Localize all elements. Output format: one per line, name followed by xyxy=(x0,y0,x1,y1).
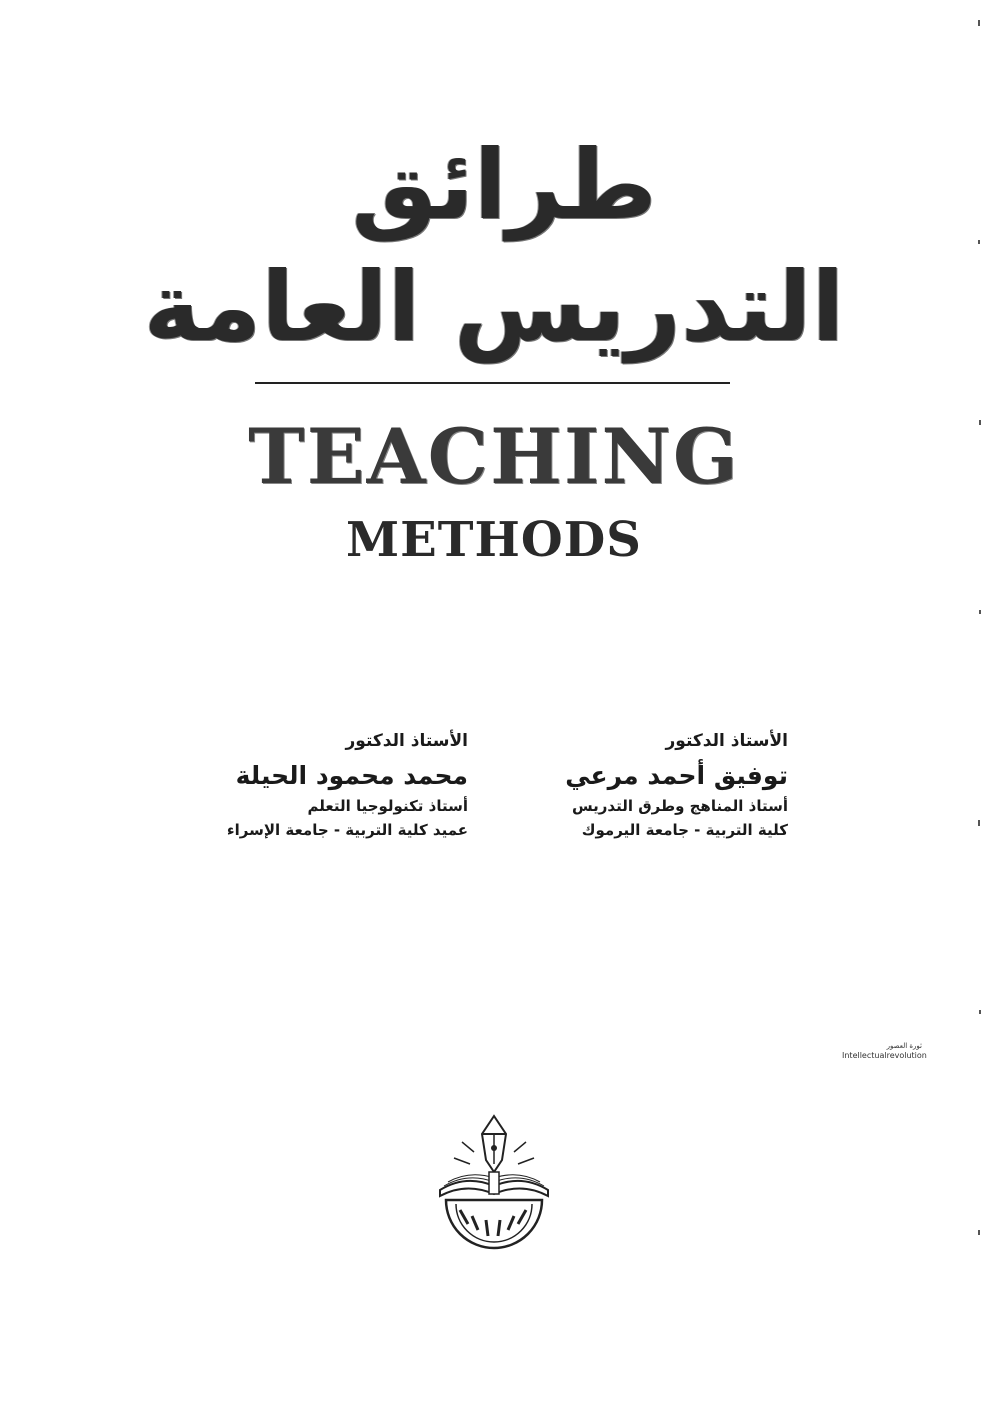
author-2-name: محمد محمود الحيلة xyxy=(235,761,468,790)
stamp-english: Intellectualrevolution xyxy=(842,1051,927,1060)
scan-mark xyxy=(978,820,980,826)
author-1-affiliation: كلية التربية - جامعة اليرموك xyxy=(581,821,788,839)
english-title-line-2: METHODS xyxy=(346,512,642,568)
scan-mark xyxy=(979,1010,981,1014)
author-2-affiliation: عميد كلية التربية - جامعة الإسراء xyxy=(226,821,468,839)
scan-mark xyxy=(978,1230,980,1235)
arabic-title-line-2: التدريس العامة xyxy=(143,251,845,363)
stamp-arabic: ثورة العصور xyxy=(886,1042,922,1050)
english-title-line-1: TEACHING xyxy=(248,412,740,501)
author-2 xyxy=(223,730,468,842)
scan-mark xyxy=(978,20,980,26)
scan-mark xyxy=(978,240,980,244)
author-1-name: توفيق أحمد مرعي xyxy=(565,761,788,790)
publisher-logo-pen-book-icon xyxy=(434,1112,554,1252)
author-2-position: أستاذ تكنولوجيا التعلم xyxy=(307,797,468,815)
title-divider xyxy=(255,382,730,384)
watermark-stamp xyxy=(842,1042,927,1061)
scan-mark xyxy=(979,610,981,614)
author-1-rank: الأستاذ الدكتور xyxy=(665,731,788,751)
arabic-title-line-1: طرائق xyxy=(351,129,657,241)
author-1-position: أستاذ المناهج وطرق التدريس xyxy=(571,797,788,815)
author-2-rank: الأستاذ الدكتور xyxy=(345,731,468,751)
author-1 xyxy=(548,730,788,842)
